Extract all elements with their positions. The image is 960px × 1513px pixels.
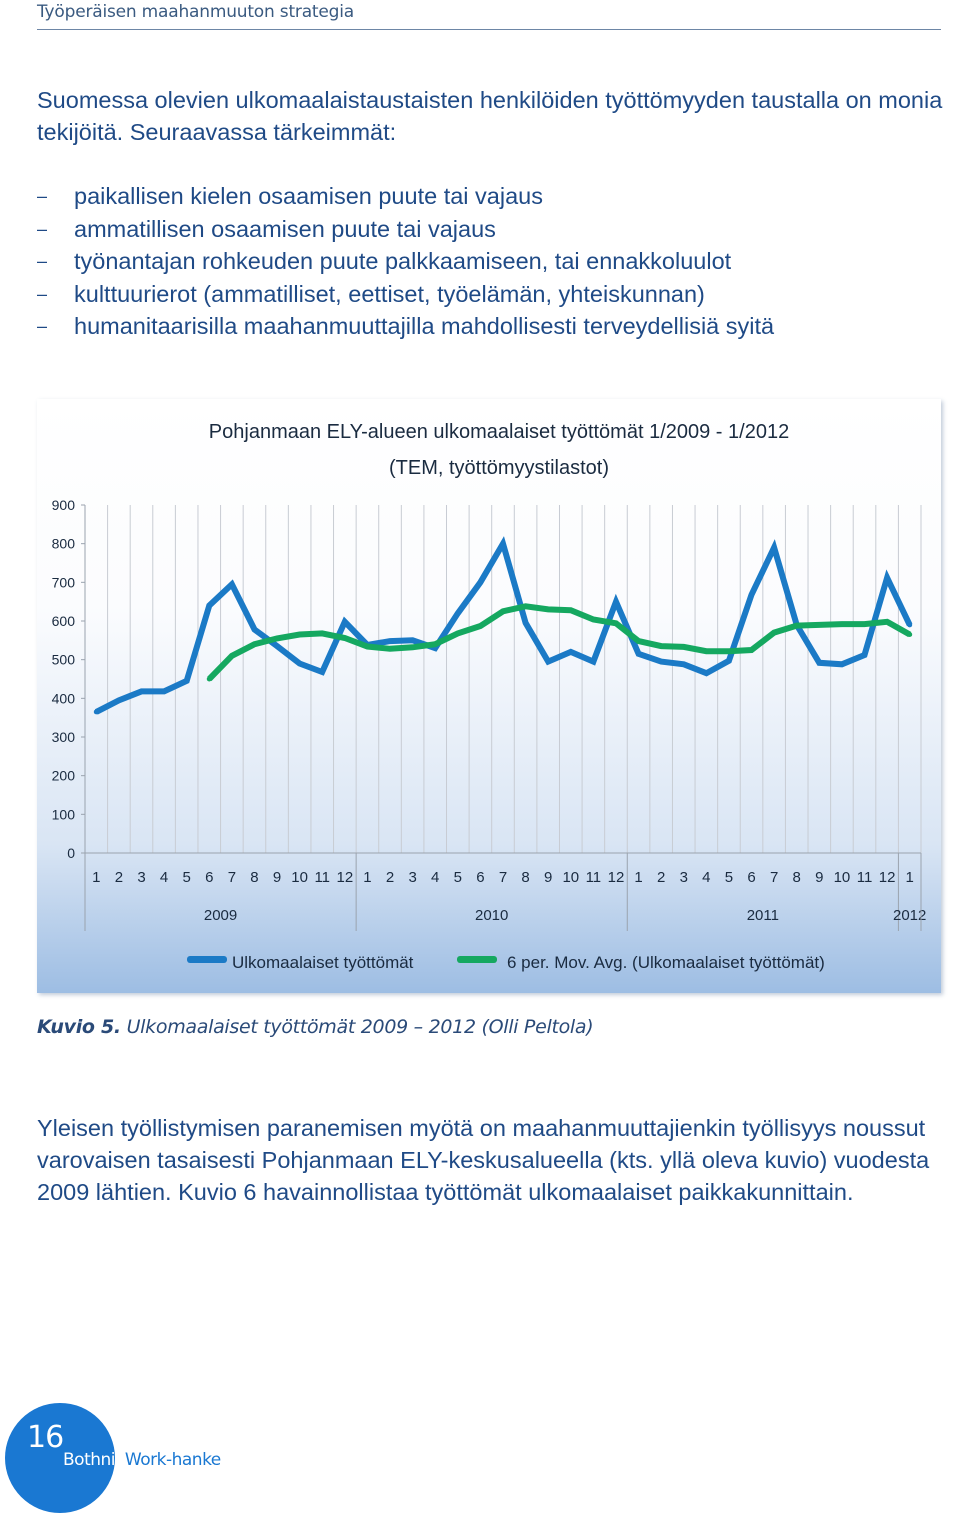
list-item (37, 180, 937, 213)
y-tick-label: 300 (51, 729, 75, 745)
data-point-moving-average (229, 653, 234, 658)
dash-bullet: – (37, 218, 48, 239)
x-tick-label: 6 (205, 869, 214, 886)
data-point-unemployed (659, 659, 664, 664)
y-tick-label: 200 (51, 767, 75, 784)
data-point-moving-average (388, 646, 393, 651)
data-point-moving-average (410, 645, 415, 650)
data-point-unemployed (523, 620, 528, 625)
x-tick-label: 9 (272, 869, 282, 886)
x-tick-label: 11 (856, 869, 873, 886)
list-item-text: ammatillisen osaamisen puute tai vajaus (74, 215, 496, 242)
year-label: 2011 (746, 907, 779, 924)
x-tick-label: 10 (291, 869, 308, 886)
header-divider (37, 29, 941, 30)
data-point-unemployed (704, 671, 709, 676)
x-tick-label: 2 (656, 869, 666, 886)
dash-bullet: – (37, 186, 48, 206)
chart-panel (37, 399, 941, 993)
x-tick-label: 8 (521, 869, 530, 886)
x-tick-label: 8 (250, 869, 259, 886)
data-point-unemployed (94, 709, 99, 714)
data-point-moving-average (365, 644, 370, 649)
data-point-moving-average (794, 623, 799, 628)
data-point-unemployed (885, 575, 890, 580)
data-point-unemployed (749, 592, 754, 597)
data-point-moving-average (342, 636, 347, 641)
brand-logo (63, 1450, 221, 1470)
list-item (37, 278, 937, 311)
data-point-unemployed (139, 689, 144, 694)
x-tick-label: 10 (833, 869, 851, 886)
list-item-text: kulttuurierot (ammatilliset, eettiset, työelämän, yhteiskunnan) (74, 280, 705, 307)
legend-label-moving-average: 6 per. Mov. Avg. (Ulkomaalaiset työttömät) (507, 953, 825, 972)
page-number: 16 (27, 1420, 64, 1455)
x-tick-label: 7 (498, 869, 508, 886)
data-point-moving-average (478, 624, 483, 629)
list-item (37, 213, 937, 246)
data-point-unemployed (320, 670, 325, 675)
data-point-unemployed (297, 661, 302, 666)
x-tick-label: 3 (137, 869, 146, 886)
x-tick-label: 4 (431, 869, 440, 886)
data-point-unemployed (410, 638, 415, 643)
y-tick-label: 600 (51, 613, 75, 629)
data-point-unemployed (907, 622, 912, 627)
chart-legend (187, 953, 825, 972)
x-tick-label: 2 (385, 869, 395, 886)
data-point-unemployed (726, 658, 731, 663)
chart-title: Pohjanmaan ELY-alueen ulkomaalaiset työttömät 1/2009 - 1/2012 (208, 421, 790, 443)
data-point-moving-average (546, 607, 551, 612)
data-point-moving-average (862, 622, 867, 627)
x-tick-label: 12 (607, 869, 625, 886)
data-point-unemployed (252, 627, 257, 632)
intro-paragraph: Suomessa olevien ulkomaalaistaustaisten henkilöiden työttömyyden taustalla on monia tekijöitä. Seuraavassa tärkeimmät: (37, 87, 943, 145)
data-point-moving-average (613, 621, 618, 626)
data-point-moving-average (817, 622, 822, 627)
x-tick-label: 7 (769, 869, 779, 886)
data-point-moving-average (591, 617, 596, 622)
x-tick-label: 5 (453, 869, 462, 886)
x-tick-label: 3 (408, 869, 417, 886)
legend-label-unemployed: Ulkomaalaiset työttömät (232, 953, 414, 972)
data-point-unemployed (568, 649, 573, 654)
legend-swatch-moving-average (457, 956, 497, 963)
x-tick-label: 1 (92, 869, 101, 886)
data-point-moving-average (568, 608, 573, 613)
data-point-unemployed (207, 603, 212, 608)
data-point-unemployed (116, 698, 121, 703)
brand-part-2: Work-hanke (124, 1450, 221, 1470)
running-header: Työperäisen maahanmuuton strategia (37, 2, 354, 22)
data-point-unemployed (546, 659, 551, 664)
data-point-unemployed (478, 580, 483, 585)
x-tick-label: 4 (702, 869, 711, 886)
y-tick-label: 500 (51, 651, 75, 668)
line-chart (37, 399, 941, 993)
data-point-moving-average (501, 609, 506, 614)
data-point-moving-average (681, 644, 686, 649)
data-point-moving-average (523, 604, 528, 609)
year-label: 2012 (893, 907, 927, 924)
data-point-unemployed (636, 651, 641, 656)
x-tick-label: 5 (182, 869, 191, 886)
y-tick-label: 900 (51, 497, 75, 513)
data-point-moving-average (839, 622, 844, 627)
list-item-text: työnantajan rohkeuden puute palkkaamiseen, tai ennakkoluulot (74, 248, 732, 274)
x-tick-label: 1 (634, 869, 643, 886)
chart-subtitle: (TEM, työttömyystilastot) (388, 457, 610, 479)
y-tick-label: 400 (51, 690, 75, 707)
data-point-unemployed (275, 644, 280, 649)
data-point-unemployed (613, 599, 618, 604)
caption-label: Kuvio 5. (37, 1016, 121, 1038)
closing-paragraph: Yleisen työllistymisen paranemisen myötä on maahanmuuttajienkin työllisyys noussut varovaisen tasaisesti Pohjanmaan ELY-keskusalueella (kts. yllä oleva kuvio) vuodesta 2009 lähtien. Kuvio 6 havainnollistaa työttömät ulkomaalaiset paikkakunnittain. (37, 1115, 930, 1205)
list-item-text: paikallisen kielen osaamisen puute tai vajaus (74, 183, 543, 209)
data-point-unemployed (455, 611, 460, 616)
data-point-unemployed (229, 582, 234, 587)
x-tick-label: 10 (562, 869, 580, 886)
x-tick-label: 4 (159, 869, 169, 886)
data-point-unemployed (162, 689, 167, 694)
data-point-unemployed (591, 659, 596, 664)
figure-caption (37, 1016, 593, 1038)
x-tick-label: 9 (544, 869, 553, 886)
year-label: 2009 (203, 907, 238, 924)
data-point-unemployed (772, 545, 777, 550)
data-point-unemployed (342, 619, 347, 624)
x-tick-label: 12 (878, 869, 896, 886)
x-tick-label: 1 (905, 869, 914, 886)
reasons-list (37, 180, 937, 343)
list-item-text: humanitaarisilla maahanmuuttajilla mahdollisesti terveydellisiä syitä (74, 313, 775, 339)
data-point-unemployed (862, 653, 867, 658)
data-point-moving-average (297, 632, 302, 637)
y-tick-label: 800 (51, 535, 75, 552)
caption-text: Ulkomaalaiset työttömät 2009 – 2012 (Olli Peltola) (126, 1016, 594, 1038)
dash-bullet: – (37, 316, 48, 336)
x-axis (85, 853, 926, 931)
x-tick-label: 12 (336, 869, 354, 886)
chart-series (94, 541, 912, 714)
data-point-moving-average (885, 619, 890, 624)
x-tick-label: 7 (227, 869, 237, 886)
data-point-unemployed (817, 660, 822, 665)
x-tick-label: 8 (792, 869, 801, 886)
list-item (37, 245, 937, 278)
dash-bullet: – (37, 251, 48, 271)
data-point-unemployed (501, 541, 506, 546)
x-tick-label: 3 (679, 869, 688, 886)
data-point-unemployed (681, 662, 686, 667)
legend-swatch-unemployed (187, 956, 227, 963)
data-point-unemployed (184, 678, 189, 683)
data-point-moving-average (275, 636, 280, 641)
dash-bullet: – (37, 283, 48, 304)
x-tick-label: 5 (724, 869, 734, 886)
x-tick-label: 2 (114, 869, 124, 886)
y-tick-label: 100 (51, 806, 75, 823)
y-axis (52, 497, 85, 861)
data-point-moving-average (636, 639, 641, 644)
x-tick-label: 9 (815, 869, 824, 886)
data-point-moving-average (772, 630, 777, 635)
x-tick-label: 11 (314, 869, 331, 886)
brand-part-1: Bothnia (63, 1450, 125, 1470)
list-item (37, 310, 937, 343)
y-tick-label: 0 (67, 845, 75, 861)
year-label: 2010 (475, 907, 509, 924)
data-point-unemployed (839, 662, 844, 667)
data-point-moving-average (207, 677, 212, 682)
data-point-moving-average (726, 649, 731, 654)
data-point-moving-average (659, 644, 664, 649)
data-point-moving-average (907, 632, 912, 637)
data-point-moving-average (433, 642, 438, 647)
x-tick-label: 6 (476, 869, 485, 886)
data-point-moving-average (455, 631, 460, 636)
data-point-moving-average (704, 649, 709, 654)
y-tick-label: 700 (51, 574, 75, 591)
data-point-moving-average (320, 631, 325, 636)
data-point-moving-average (252, 642, 257, 647)
data-point-moving-average (749, 648, 754, 653)
x-tick-label: 1 (363, 869, 372, 886)
x-tick-label: 11 (585, 869, 602, 886)
data-point-unemployed (388, 639, 393, 644)
x-tick-label: 6 (747, 869, 756, 886)
